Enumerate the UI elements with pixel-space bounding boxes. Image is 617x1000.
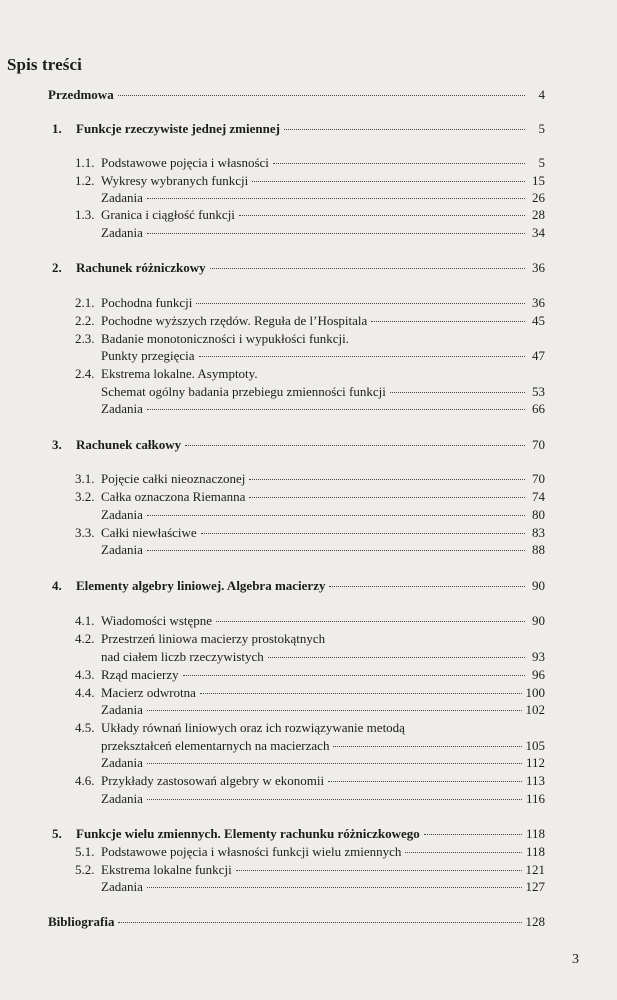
toc-label: Całki niewłaściwe xyxy=(101,525,197,540)
toc-label: Zadania xyxy=(101,190,143,205)
toc-label: Bibliografia xyxy=(48,914,115,929)
toc-label: Zadania xyxy=(101,702,143,717)
toc-entry-4-1 xyxy=(75,613,545,629)
toc-entry-exercises xyxy=(101,401,545,417)
toc-page: 74 xyxy=(532,489,545,504)
dot-leader xyxy=(147,763,522,764)
dot-leader xyxy=(183,675,525,676)
toc-page: 96 xyxy=(532,667,545,682)
toc-label: Elementy algebry liniowej. Algebra macierzy xyxy=(76,578,326,593)
toc-entry-1-1 xyxy=(75,155,545,171)
toc-page: 88 xyxy=(532,542,545,557)
dot-leader xyxy=(147,233,525,234)
toc-label: Ekstrema lokalne. Asymptoty. xyxy=(101,366,258,381)
toc-page: 118 xyxy=(525,844,545,859)
toc-label: Zadania xyxy=(101,791,143,806)
toc-entry-exercises xyxy=(101,702,545,718)
toc-page: 118 xyxy=(525,826,545,841)
toc-label: Zadania xyxy=(101,542,143,557)
toc-entry-4-5-cont xyxy=(101,738,545,754)
toc-entry-3-3 xyxy=(75,525,545,541)
toc-number: 2.3. xyxy=(75,331,95,346)
dot-leader xyxy=(371,321,525,322)
toc-entry-5-2 xyxy=(75,862,545,878)
dot-leader xyxy=(424,834,522,835)
toc-page: 80 xyxy=(532,507,545,522)
toc-number: 2. xyxy=(52,260,62,275)
dot-leader xyxy=(147,198,525,199)
toc-page: 66 xyxy=(532,401,545,416)
dot-leader xyxy=(199,356,526,357)
toc-label: Przedmowa xyxy=(48,87,114,102)
toc-entry-exercises xyxy=(101,190,545,206)
toc-entry-4-6 xyxy=(75,773,545,789)
toc-label: Zadania xyxy=(101,879,143,894)
toc-label: Rachunek całkowy xyxy=(76,437,182,452)
toc-entry-4-2 xyxy=(75,631,325,647)
toc-label: Zadania xyxy=(101,507,143,522)
toc-page: 113 xyxy=(525,773,545,788)
toc-page: 128 xyxy=(525,914,545,929)
toc-page: 53 xyxy=(532,384,545,399)
toc-page: 4 xyxy=(538,87,545,102)
toc-number: 4.4. xyxy=(75,685,95,700)
dot-leader xyxy=(147,550,525,551)
toc-entry-exercises xyxy=(101,225,545,241)
toc-entry-2-3-cont xyxy=(101,348,545,364)
toc-number: 3.3. xyxy=(75,525,95,540)
dot-leader xyxy=(333,746,521,747)
toc-entry-chapter-2 xyxy=(52,260,545,276)
toc-entry-5-1 xyxy=(75,844,545,860)
toc-page: 90 xyxy=(532,578,545,593)
toc-label: Granica i ciągłość funkcji xyxy=(101,207,235,222)
toc-label: Ekstrema lokalne funkcji xyxy=(101,862,232,877)
toc-page: 26 xyxy=(532,190,545,205)
toc-label: Wykresy wybranych funkcji xyxy=(101,173,249,188)
toc-number: 2.1. xyxy=(75,295,95,310)
toc-page: 90 xyxy=(532,613,545,628)
toc-entry-4-4 xyxy=(75,685,545,701)
toc-page: 5 xyxy=(538,155,545,170)
toc-number: 4.2. xyxy=(75,631,95,646)
toc-page: 102 xyxy=(525,702,545,717)
toc-label: nad ciałem liczb rzeczywistych xyxy=(101,649,264,664)
toc-number: 4.6. xyxy=(75,773,95,788)
toc-number: 4.5. xyxy=(75,720,95,735)
toc-label: Pojęcie całki nieoznaczonej xyxy=(101,471,246,486)
toc-entry-chapter-1 xyxy=(52,121,545,137)
dot-leader xyxy=(118,922,521,923)
toc-entry-3-1 xyxy=(75,471,545,487)
toc-label: Zadania xyxy=(101,755,143,770)
toc-entry-3-2 xyxy=(75,489,545,505)
toc-number: 5.1. xyxy=(75,844,95,859)
dot-leader xyxy=(273,163,525,164)
dot-leader xyxy=(405,852,522,853)
toc-label: Funkcje wielu zmiennych. Elementy rachunku różniczkowego xyxy=(76,826,420,841)
toc-label: Pochodne wyższych rzędów. Reguła de l’Hospitala xyxy=(101,313,368,328)
dot-leader xyxy=(328,781,522,782)
toc-label: Zadania xyxy=(101,225,143,240)
toc-label: Układy równań liniowych oraz ich rozwiązywanie metodą xyxy=(101,720,405,735)
toc-entry-2-4-cont xyxy=(101,384,545,400)
toc-page: 36 xyxy=(532,260,545,275)
toc-number: 1. xyxy=(52,121,62,136)
dot-leader xyxy=(196,303,525,304)
dot-leader xyxy=(329,586,525,587)
dot-leader xyxy=(216,621,525,622)
toc-page: 112 xyxy=(525,755,545,770)
toc-page: 93 xyxy=(532,649,545,664)
toc-label: Przykłady zastosowań algebry w ekonomii xyxy=(101,773,325,788)
toc-page: 127 xyxy=(525,879,545,894)
toc-label: Zadania xyxy=(101,401,143,416)
dot-leader xyxy=(239,215,525,216)
toc-entry-4-3 xyxy=(75,667,545,683)
toc-label: Wiadomości wstępne xyxy=(101,613,213,628)
dot-leader xyxy=(147,409,525,410)
toc-entry-2-3 xyxy=(75,331,349,347)
toc-entry-2-1 xyxy=(75,295,545,311)
dot-leader xyxy=(249,479,525,480)
toc-number: 4.3. xyxy=(75,667,95,682)
toc-label: Badanie monotoniczności i wypukłości funkcji. xyxy=(101,331,350,346)
toc-number: 5. xyxy=(52,826,62,841)
toc-entry-chapter-4 xyxy=(52,578,545,594)
dot-leader xyxy=(390,392,525,393)
toc-label: Rachunek różniczkowy xyxy=(76,260,206,275)
toc-label: Podstawowe pojęcia i własności xyxy=(101,155,269,170)
toc-entry-exercises xyxy=(101,791,545,807)
toc-number: 2.4. xyxy=(75,366,95,381)
toc-page: 70 xyxy=(532,437,545,452)
toc-label: Całka oznaczona Riemanna xyxy=(101,489,246,504)
page-title: Spis treści xyxy=(7,55,82,74)
toc-label: Schemat ogólny badania przebiegu zmienności funkcji xyxy=(101,384,386,399)
toc-number: 4. xyxy=(52,578,62,593)
dot-leader xyxy=(185,445,525,446)
dot-leader xyxy=(147,799,522,800)
toc-label: Pochodna funkcji xyxy=(101,295,193,310)
toc-entry-bibliography xyxy=(48,914,545,930)
dot-leader xyxy=(147,515,525,516)
toc-page: 28 xyxy=(532,207,545,222)
toc-number: 3.2. xyxy=(75,489,95,504)
dot-leader xyxy=(210,268,525,269)
dot-leader xyxy=(268,657,525,658)
toc-label: Macierz odwrotna xyxy=(101,685,196,700)
toc-number: 5.2. xyxy=(75,862,95,877)
toc-page: 121 xyxy=(525,862,545,877)
toc-entry-exercises xyxy=(101,542,545,558)
dot-leader xyxy=(252,181,525,182)
toc-label: Podstawowe pojęcia i własności funkcji wielu zmiennych xyxy=(101,844,402,859)
toc-number: 3. xyxy=(52,437,62,452)
toc-entry-2-4 xyxy=(75,366,258,382)
toc-number: 3.1. xyxy=(75,471,95,486)
toc-page: 15 xyxy=(532,173,545,188)
toc-entry-exercises xyxy=(101,507,545,523)
toc-entry-1-3 xyxy=(75,207,545,223)
dot-leader xyxy=(200,693,522,694)
toc-number: 1.3. xyxy=(75,207,95,222)
toc-number: 4.1. xyxy=(75,613,95,628)
toc-label: Punkty przegięcia xyxy=(101,348,195,363)
dot-leader xyxy=(249,497,525,498)
toc-entry-exercises xyxy=(101,879,545,895)
toc-entry-4-2-cont xyxy=(101,649,545,665)
toc-page: 70 xyxy=(532,471,545,486)
toc-entry-chapter-5 xyxy=(52,826,545,842)
toc-page: 47 xyxy=(532,348,545,363)
dot-leader xyxy=(118,95,525,96)
toc-entry-2-2 xyxy=(75,313,545,329)
toc-label: Funkcje rzeczywiste jednej zmiennej xyxy=(76,121,280,136)
toc-entry-exercises xyxy=(101,755,545,771)
toc-entry-4-5 xyxy=(75,720,405,736)
page-number: 3 xyxy=(572,952,579,967)
toc-number: 1.1. xyxy=(75,155,95,170)
toc-label: przekształceń elementarnych na macierzach xyxy=(101,738,330,753)
toc-number: 1.2. xyxy=(75,173,95,188)
toc-page: 36 xyxy=(532,295,545,310)
toc-number: 2.2. xyxy=(75,313,95,328)
toc-page: 100 xyxy=(525,685,545,700)
dot-leader xyxy=(236,870,522,871)
dot-leader xyxy=(147,887,522,888)
toc-label: Przestrzeń liniowa macierzy prostokątnych xyxy=(101,631,326,646)
toc-entry-preface xyxy=(48,87,545,103)
toc-page: 5 xyxy=(538,121,545,136)
toc-entry-1-2 xyxy=(75,173,545,189)
toc-page: 105 xyxy=(525,738,545,753)
dot-leader xyxy=(201,533,525,534)
toc-label: Rząd macierzy xyxy=(101,667,179,682)
toc-page: 116 xyxy=(525,791,545,806)
dot-leader xyxy=(147,710,522,711)
dot-leader xyxy=(284,129,525,130)
toc-page: 83 xyxy=(532,525,545,540)
toc-entry-chapter-3 xyxy=(52,437,545,453)
toc-page: 34 xyxy=(532,225,545,240)
toc-page: 45 xyxy=(532,313,545,328)
